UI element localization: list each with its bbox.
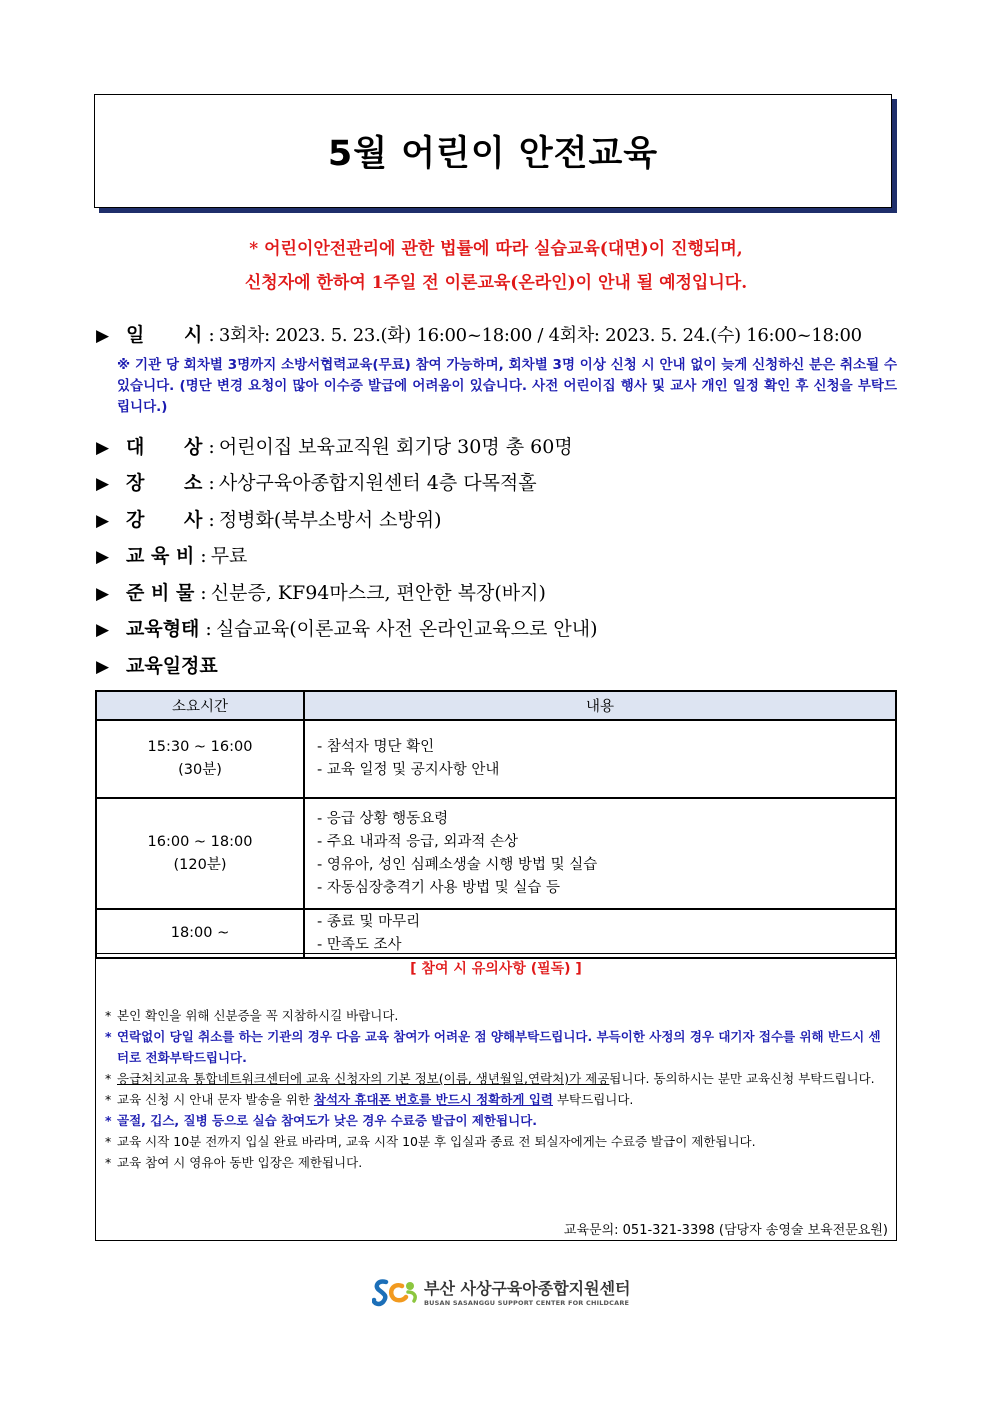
list-item: - 영유아, 성인 심폐소생술 시행 방법 및 실습 — [317, 856, 598, 873]
info-target-value: 어린이집 보육교직원 회기당 30명 총 60명 — [218, 436, 573, 458]
arrow-icon: ▶ — [96, 511, 110, 531]
arrow-icon: ▶ — [96, 326, 110, 346]
time-duration: (120분) — [173, 856, 227, 873]
info-date-value: 3회차: 2023. 5. 23.(화) 16:00~18:00 / 4회차: 2023. 5. 24.(수) 16:00~18:00 — [218, 325, 862, 346]
list-item: - 종료 및 마무리 — [317, 913, 421, 930]
list-item: - 만족도 조사 — [317, 936, 402, 953]
time-range: 15:30 ~ 16:00 — [147, 739, 253, 755]
list-item: - 응급 상황 행동요령 — [317, 810, 449, 827]
info-fee-value: 무료 — [210, 545, 248, 567]
time-duration: (30분) — [178, 762, 222, 778]
info-supplies-value: 신분증, KF94마스크, 편안한 복장(바지) — [210, 582, 546, 604]
table-header-row — [96, 691, 896, 720]
content-cell — [304, 798, 896, 909]
notice-line-2: 신청자에 한하여 1주일 전 이론교육(온라인)이 안내 될 예정입니다. — [244, 273, 748, 293]
info-place: ▶ 장 소 : 사상구육아종합지원센터 4층 다목적홀 — [96, 468, 537, 495]
info-fee: ▶ 교 육 비 : 무료 — [96, 541, 247, 568]
center-logo-icon — [372, 1277, 418, 1307]
list-item: * 골절, 깁스, 질병 등으로 실습 참여도가 낮은 경우 수료증 발급이 제한됩니다. — [105, 1113, 538, 1128]
org-name-en: BUSAN SASANGGU SUPPORT CENTER FOR CHILDCARE — [424, 1299, 630, 1307]
footer-logo — [372, 1276, 631, 1307]
info-date-label: 일 시 — [126, 324, 203, 346]
table-row — [96, 909, 896, 958]
date-note: ※ 기관 당 회차별 3명까지 소방서협력교육(무료) 참여 가능하며, 회차별 3명 이상 신청 시 안내 없이 늦게 신청하신 분은 취소될 수 있습니다. (명단 변경 요청이 많아 이수증 발급에 어려움이 있습니다. 사전 어린이집 행사 및 교사 개인 일정 확인 후 신청을 부탁드립니다.) — [117, 357, 897, 415]
list-item: * 응급처치교육 통합네트워크센터에 교육 신청자의 기본 정보(이름, 생년월일,연락처)가 제공됩니다. 동의하시는 분만 교육신청 부탁드립니다. — [105, 1071, 875, 1086]
info-place-label: 장 소 — [126, 472, 203, 494]
list-item: * 연락없이 당일 취소를 하는 기관의 경우 다음 교육 참여가 어려운 점 양해부탁드립니다. 부득이한 사정의 경우 대기자 접수를 위해 반드시 센터로 전화부탁드립니다. — [105, 1029, 881, 1065]
table-row — [96, 720, 896, 798]
time-cell — [96, 798, 304, 909]
info-lecturer-label: 강 사 — [126, 509, 203, 531]
arrow-icon: ▶ — [96, 620, 110, 640]
arrow-icon: ▶ — [96, 547, 110, 567]
info-place-value: 사상구육아종합지원센터 4층 다목적홀 — [218, 472, 537, 494]
timetable-heading: 교육일정표 — [126, 655, 218, 677]
time-cell — [96, 909, 304, 958]
page-title: 5월 어린이 안전교육 — [327, 134, 659, 174]
info-format: ▶ 교육형태 : 실습교육(이론교육 사전 온라인교육으로 안내) — [96, 614, 598, 641]
time-range: 16:00 ~ 18:00 — [147, 833, 253, 850]
content-cell — [304, 720, 896, 798]
header-duration: 소요시간 — [96, 691, 304, 720]
info-supplies: ▶ 준 비 물 : 신분증, KF94마스크, 편안한 복장(바지) — [96, 578, 546, 605]
info-lecturer-value: 정병화(북부소방서 소방위) — [218, 509, 442, 531]
info-lecturer: ▶ 강 사 : 정병화(북부소방서 소방위) — [96, 505, 442, 532]
info-supplies-label: 준 비 물 — [126, 582, 195, 604]
list-item: - 교육 일정 및 공지사항 안내 — [317, 762, 500, 778]
info-fee-label: 교 육 비 — [126, 545, 195, 567]
org-name-ko: 부산 사상구육아종합지원센터 — [424, 1279, 631, 1298]
arrow-icon: ▶ — [96, 584, 110, 604]
list-item: - 참석자 명단 확인 — [317, 739, 435, 755]
precautions-title: [ 참여 시 유의사항 (필독) ] — [410, 961, 582, 977]
info-date: ▶ 일 시 : 3회차: 2023. 5. 23.(화) 16:00~18:00 / 4회차: 2023. 5. 24.(수) 16:00~18:00 — [96, 320, 862, 347]
precautions-list — [105, 1005, 887, 1173]
time-range: 18:00 ~ — [170, 925, 230, 941]
arrow-icon: ▶ — [96, 657, 110, 677]
arrow-icon: ▶ — [96, 474, 110, 494]
list-item: - 자동심장충격기 사용 방법 및 실습 등 — [317, 879, 560, 896]
table-row — [96, 798, 896, 909]
info-target: ▶ 대 상 : 어린이집 보육교직원 회기당 30명 총 60명 — [96, 432, 573, 459]
info-timetable — [96, 651, 218, 678]
list-item: * 교육 시작 10분 전까지 입실 완료 바라며, 교육 시작 10분 후 입실과 종료 전 퇴실자에게는 수료증 발급이 제한됩니다. — [105, 1134, 756, 1149]
precautions-box — [95, 953, 897, 1241]
time-cell — [96, 720, 304, 798]
contact-info: 교육문의: 051-321-3398 (담당자 송영술 보육전문요원) — [563, 1223, 888, 1238]
info-format-value: 실습교육(이론교육 사전 온라인교육으로 안내) — [215, 618, 598, 640]
title-box — [94, 94, 892, 208]
info-format-label: 교육형태 — [126, 618, 200, 640]
list-item: - 주요 내과적 응급, 외과적 손상 — [317, 833, 518, 850]
list-item: * 교육 신청 시 안내 문자 발송을 위한 참석자 휴대폰 번호를 반드시 정확하게 입력 부탁드립니다. — [105, 1092, 634, 1107]
content-cell — [304, 909, 896, 958]
timetable — [95, 690, 897, 959]
header-content: 내용 — [304, 691, 896, 720]
notice-line-1: * 어린이안전관리에 관한 법률에 따라 실습교육(대면)이 진행되며, — [249, 239, 743, 259]
list-item: * 교육 참여 시 영유아 동반 입장은 제한됩니다. — [105, 1155, 363, 1170]
info-target-label: 대 상 — [126, 436, 203, 458]
list-item: * 본인 확인을 위해 신분증을 꼭 지참하시길 바랍니다. — [105, 1008, 399, 1023]
arrow-icon: ▶ — [96, 438, 110, 458]
